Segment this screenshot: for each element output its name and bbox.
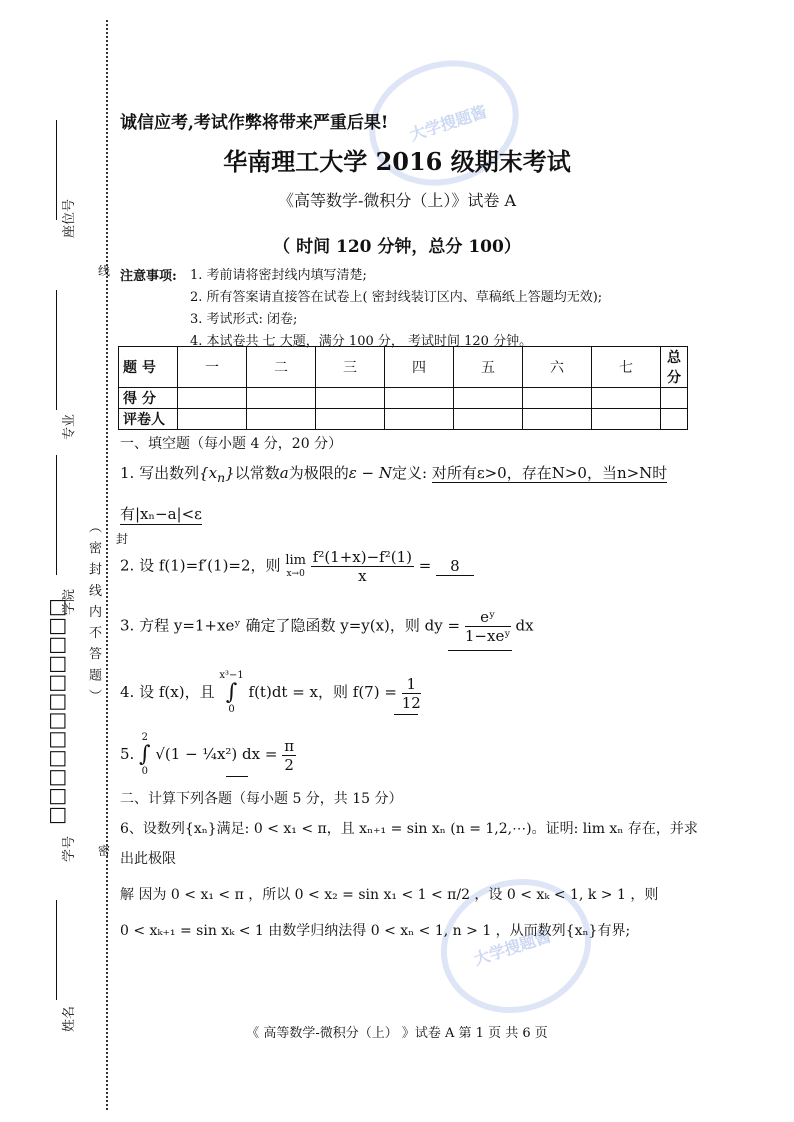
grader-cell[interactable] bbox=[385, 409, 454, 430]
score-header-cell: 四 bbox=[385, 347, 454, 388]
exam-subtitle: 《高等数学-微积分（上）》试卷 A bbox=[277, 191, 517, 210]
score-cell[interactable] bbox=[592, 388, 661, 409]
grader-cell[interactable] bbox=[661, 409, 688, 430]
score-header-cell: 题 号 bbox=[119, 347, 178, 388]
score-cell[interactable] bbox=[316, 388, 385, 409]
college-line[interactable] bbox=[56, 455, 57, 575]
notes-label: 注意事项: bbox=[120, 269, 177, 284]
section2-heading: 二、计算下列各题（每小题 5 分，共 15 分） bbox=[120, 791, 403, 807]
grader-cell[interactable] bbox=[523, 409, 592, 430]
student-id-boxes[interactable]: □□□□□□□□□□□□ bbox=[44, 598, 68, 825]
score-header-cell: 总分 bbox=[661, 347, 688, 388]
grader-cell[interactable] bbox=[454, 409, 523, 430]
score-header-cell: 一 bbox=[178, 347, 247, 388]
section1-heading: 一、填空题（每小题 4 分，20 分） bbox=[120, 436, 343, 452]
question-6: 6、设数列{xₙ}满足: 0 < x₁ < π，且 xₙ₊₁ = sin xₙ (n = 1,2,⋯)。证明: lim xₙ 存在，并求 bbox=[120, 821, 698, 837]
score-cell[interactable] bbox=[247, 388, 316, 409]
q3-answer-underline bbox=[448, 650, 512, 651]
integrity-warning: 诚信应考,考试作弊将带来严重后果! bbox=[120, 113, 389, 133]
score-cell[interactable] bbox=[661, 388, 688, 409]
note-item: 1. 考前请将密封线内填写清楚; bbox=[190, 268, 367, 283]
watermark-logo-bottom: 大学搜题酱 bbox=[423, 860, 608, 1033]
question-3: 3. 方程 y=1+xeʸ 确定了隐函数 y=y(x)，则 dy = $\frac{\text{eʸ}}{\text{1−xeʸ}}$ dx bbox=[120, 608, 534, 645]
score-header-cell: 五 bbox=[454, 347, 523, 388]
q5-answer-underline bbox=[226, 776, 248, 777]
grader-cell[interactable] bbox=[592, 409, 661, 430]
seal-char: 封 bbox=[116, 532, 129, 546]
score-header-cell: 三 bbox=[316, 347, 385, 388]
score-cell[interactable] bbox=[454, 388, 523, 409]
q1-answer-cont: 有|xₙ−a|<ε bbox=[120, 505, 202, 523]
time-info: （ 时间 120 分钟，总分 100） bbox=[273, 237, 521, 257]
question-5: 5. 2 ∫ 0 √(1 − ¼x²) dx = $\frac{\pi}{2}$ bbox=[120, 732, 295, 777]
score-cell[interactable] bbox=[385, 388, 454, 409]
seat-number-label: 座位号 bbox=[62, 198, 77, 238]
score-header-cell: 六 bbox=[523, 347, 592, 388]
solution-line-1: 解 因为 0 < x₁ < π ，所以 0 < x₂ = sin x₁ < 1 < π/2 ，设 0 < xₖ < 1, k > 1 ，则 bbox=[120, 887, 659, 903]
grader-cell[interactable] bbox=[316, 409, 385, 430]
score-cell[interactable] bbox=[523, 388, 592, 409]
question-1: 1. 写出数列$\{x_n\}$以常数a为极限的ε − N定义: 对所有ε>0，存在N>0，当n>N时 bbox=[120, 464, 668, 485]
question-4: 4. 设 f(x)，且 x³−1 ∫ 0 f(t)dt = x，则 f(7) = $\frac{1}{12}$ bbox=[120, 670, 421, 715]
score-cell[interactable] bbox=[178, 388, 247, 409]
name-line[interactable] bbox=[56, 900, 57, 1000]
watermark-logo-top: 大学搜题酱 bbox=[353, 42, 535, 205]
major-label: 专业 bbox=[62, 413, 77, 440]
note-item: 4. 本试卷共 七 大题，满分 100 分， 考试时间 120 分钟。 bbox=[190, 334, 533, 349]
note-item: 3. 考试形式: 闭卷; bbox=[190, 312, 298, 327]
solution-line-2: 0 < xₖ₊₁ = sin xₖ < 1 由数学归纳法得 0 < xₙ < 1, n > 1 ，从而数列{xₙ}有界; bbox=[120, 923, 631, 939]
score-row-label: 得 分 bbox=[119, 388, 178, 409]
q2-answer: 8 bbox=[436, 557, 474, 576]
score-header-cell: 七 bbox=[592, 347, 661, 388]
score-header-cell: 二 bbox=[247, 347, 316, 388]
grader-cell[interactable] bbox=[178, 409, 247, 430]
question-2: 2. 设 f(1)=f′(1)=2，则 lim x→0 $\frac{\text{f²(1+x)−f²(1)}}{x}$ = 8 bbox=[120, 548, 474, 585]
major-line[interactable] bbox=[56, 290, 57, 410]
grader-cell[interactable] bbox=[247, 409, 316, 430]
score-table bbox=[118, 346, 688, 430]
page-footer: 《 高等数学-微积分（上） 》试卷 A 第 1 页 共 6 页 bbox=[246, 1026, 548, 1041]
college-label: 学院 bbox=[62, 588, 77, 615]
seal-line-char: 线 bbox=[98, 264, 111, 278]
q1-answer: 对所有ε>0，存在N>0，当n>N时 bbox=[431, 464, 668, 482]
student-id-label: 学号 bbox=[62, 835, 77, 862]
seal-note: （ 密 封 线 内 不 答 题 ） bbox=[86, 520, 101, 705]
exam-title: 华南理工大学 2016 级期末考试 bbox=[223, 147, 571, 176]
binding-dotted-line bbox=[106, 20, 108, 1110]
note-item: 2. 所有答案请直接答在试卷上( 密封线装订区内、草稿纸上答题均无效); bbox=[190, 290, 603, 305]
score-row-label: 评卷人 bbox=[119, 409, 178, 430]
mi-char: 密 bbox=[98, 844, 111, 858]
q4-answer-underline bbox=[394, 714, 418, 715]
question-6-cont: 出此极限 bbox=[120, 851, 176, 867]
notes-list bbox=[190, 265, 602, 353]
name-label: 姓名 bbox=[62, 1005, 77, 1032]
